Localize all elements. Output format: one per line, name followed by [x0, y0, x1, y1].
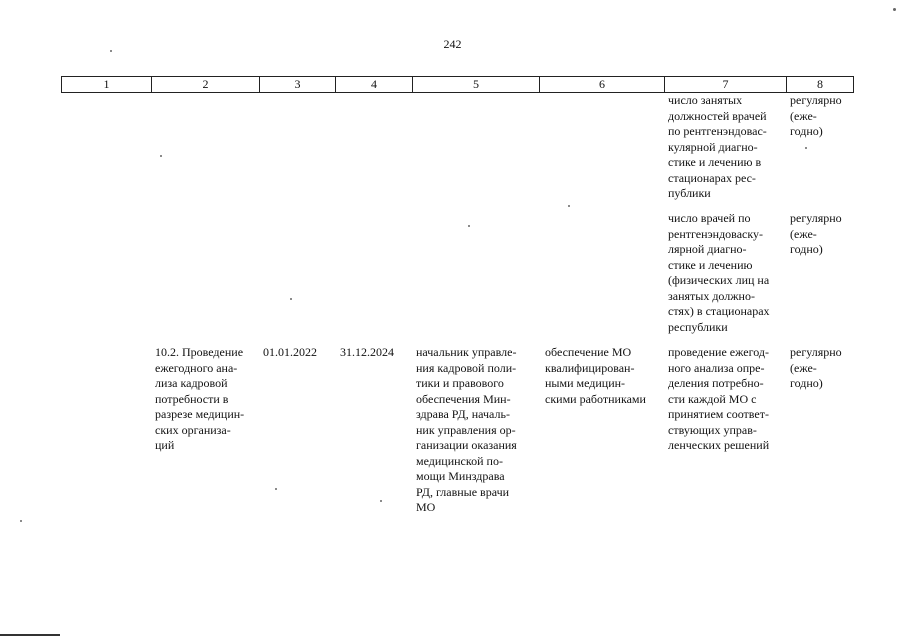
scan-speck	[893, 8, 896, 11]
header-col-3: 3	[260, 77, 336, 92]
row-3-result: обеспечение МО квалифицирован- ными медицин- скими работниками	[545, 345, 646, 406]
row-3-indicator: проведение ежегод- ного анализа опре- деления потребно- сти каждой МО с принятием соответ- ствующих управ- ленческих решений	[668, 345, 770, 452]
scan-speck	[380, 500, 382, 502]
scan-speck	[110, 50, 112, 52]
header-col-2: 2	[152, 77, 260, 92]
scan-speck	[160, 155, 162, 157]
scan-edge-mark	[0, 634, 60, 636]
header-col-4: 4	[336, 77, 413, 92]
row-2-frequency: регулярно (еже- годно)	[790, 211, 842, 256]
row-3-end-date: 31.12.2024	[340, 345, 394, 359]
scan-speck	[20, 520, 22, 522]
page-number: 242	[443, 37, 462, 51]
header-col-6: 6	[540, 77, 665, 92]
header-col-7: 7	[665, 77, 787, 92]
row-3-frequency: регулярно (еже- годно)	[790, 345, 842, 390]
scan-speck	[468, 225, 470, 227]
row-3-activity: 10.2. Проведение ежегодного ана- лиза кадровой потребности в разрезе медицин- ских организа- ций	[155, 345, 245, 452]
header-col-1: 1	[62, 77, 152, 92]
scan-speck	[275, 488, 277, 490]
header-col-5: 5	[413, 77, 540, 92]
row-1-indicator: число занятых должностей врачей по рентгенэндовас- кулярной диагно- стике и лечению в стационарах рес- публики	[668, 93, 767, 200]
row-3-start-date: 01.01.2022	[263, 345, 317, 359]
scan-speck	[568, 205, 570, 207]
row-2-indicator: число врачей по рентгенэндоваску- лярной диагно- стике и лечению (физических лиц на занятых должно- стях) в стационарах республики	[668, 211, 770, 334]
header-col-8: 8	[787, 77, 854, 92]
row-3-responsible: начальник управле- ния кадровой поли- тики и правового обеспечения Мин- здрава РД, началь- ник управления ор- ганизации оказания медицинской по- мощи Минздрава РД, главные врачи МО	[416, 345, 517, 514]
scan-speck	[290, 298, 292, 300]
row-1-frequency: регулярно (еже- годно)	[790, 93, 842, 138]
table-header	[61, 76, 854, 93]
scan-speck	[805, 147, 807, 149]
